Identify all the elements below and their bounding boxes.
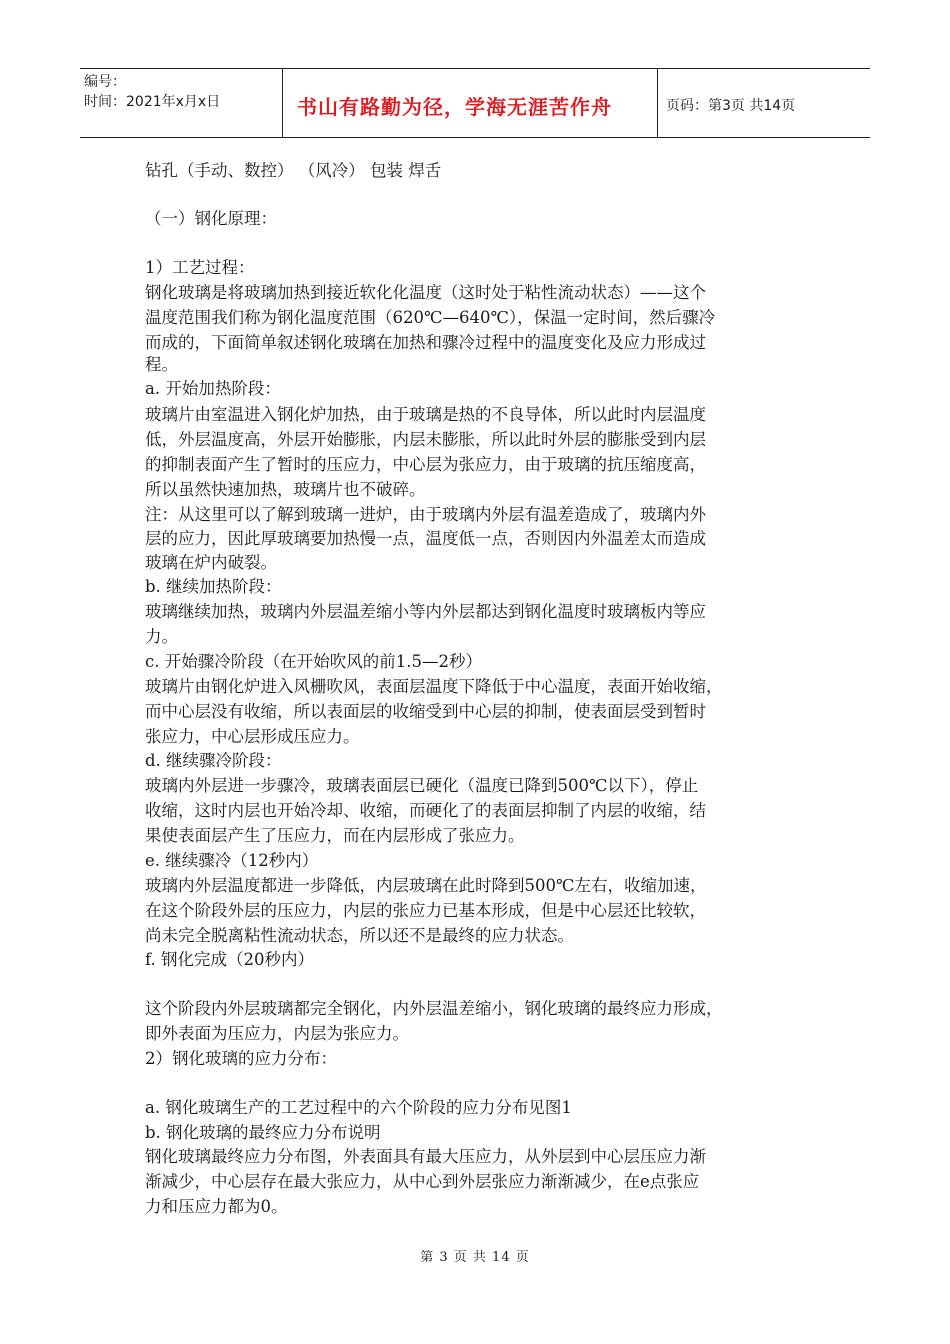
paragraph-line: 温度范围我们称为钢化温度范围（620℃—640℃），保温一定时间，然后骤冷 <box>145 308 716 327</box>
paragraph-line: 果使表面层产生了压应力，而在内层形成了张应力。 <box>145 826 525 845</box>
stage-heading: f. 钢化完成（20秒内） <box>145 950 315 969</box>
paragraph-line: 程。 <box>145 355 178 374</box>
paragraph-line: 在这个阶段外层的压应力，内层的张应力已基本形成，但是中心层还比较软， <box>145 901 706 920</box>
paragraph-line: 力和压应力都为0。 <box>145 1197 288 1216</box>
paragraph-line: 即外表面为压应力，内层为张应力。 <box>145 1024 409 1043</box>
paragraph-line: 收缩，这时内层也开始冷却、收缩，而硬化了的表面层抑制了内层的收缩，结 <box>145 801 706 820</box>
note-line: 注：从这里可以了解到玻璃一进炉，由于玻璃内外层有温差造成了，玻璃内外 <box>145 505 706 524</box>
paragraph-line: 所以虽然快速加热，玻璃片也不破碎。 <box>145 480 426 499</box>
motto-text: 书山有路勤为径，学海无涯苦作舟 <box>297 95 612 119</box>
list-line: b. 钢化玻璃的最终应力分布说明 <box>145 1123 381 1142</box>
header-page-cell <box>658 69 870 137</box>
page-footer: 第 3 页 共 14 页 <box>420 1250 530 1265</box>
paragraph-line: 而成的，下面简单叙述钢化玻璃在加热和骤冷过程中的温度变化及应力形成过 <box>145 333 706 352</box>
paragraph-line: 渐减少，中心层存在最大张应力，从中心到外层张应力渐渐减少，在e点张应 <box>145 1172 700 1191</box>
paragraph-line: 玻璃片由钢化炉进入风栅吹风，表面层温度下降低于中心温度，表面开始收缩， <box>145 677 723 696</box>
paragraph-line: 低，外层温度高，外层开始膨胀，内层未膨胀，所以此时外层的膨胀受到内层 <box>145 430 706 449</box>
paragraph-line: 力。 <box>145 627 178 646</box>
header-meta <box>80 69 283 137</box>
section-heading: （一）钢化原理： <box>145 209 277 228</box>
stage-heading: a. 开始加热阶段： <box>145 379 281 398</box>
paragraph-line: 玻璃继续加热，玻璃内外层温差缩小等内外层都达到钢化温度时玻璃板内等应 <box>145 602 706 621</box>
paragraph-line: 玻璃片由室温进入钢化炉加热，由于玻璃是热的不良导体，所以此时内层温度 <box>145 405 706 424</box>
paragraph-line: 尚未完全脱离粘性流动状态，所以还不是最终的应力状态。 <box>145 926 574 945</box>
subsection-heading: 1）工艺过程： <box>145 258 255 277</box>
stage-heading: d. 继续骤冷阶段： <box>145 751 282 770</box>
paragraph-line: 而中心层没有收缩，所以表面层的收缩受到中心层的抑制，使表面层受到暂时 <box>145 702 706 721</box>
note-line: 玻璃在炉内破裂。 <box>145 553 277 572</box>
paragraph-line: 钢化玻璃是将玻璃加热到接近软化化温度（这时处于粘性流动状态）——这个 <box>145 283 706 302</box>
paragraph-line: 的抑制表面产生了暂时的压应力，中心层为张应力，由于玻璃的抗压缩度高， <box>145 455 706 474</box>
paragraph-line: 玻璃内外层进一步骤冷，玻璃表面层已硬化（温度已降到500℃以下），停止 <box>145 776 699 795</box>
process-list-line: 钻孔（手动、数控） （风冷） 包装 焊舌 <box>145 161 442 180</box>
note-line: 层的应力，因此厚玻璃要加热慢一点，温度低一点，否则因内外温差太而造成 <box>145 529 706 548</box>
page-header <box>80 68 870 138</box>
paragraph-line: 这个阶段内外层玻璃都完全钢化，内外层温差缩小，钢化玻璃的最终应力形成， <box>145 999 723 1018</box>
doc-time-label: 时间：2021年x月x日 <box>84 94 221 110</box>
paragraph-line: 玻璃内外层温度都进一步降低，内层玻璃在此时降到500℃左右，收缩加速， <box>145 876 707 895</box>
paragraph-line: 张应力，中心层形成压应力。 <box>145 727 360 746</box>
header-motto-cell <box>283 69 658 137</box>
list-line: a. 钢化玻璃生产的工艺过程中的六个阶段的应力分布见图1 <box>145 1098 572 1117</box>
stage-heading: b. 继续加热阶段： <box>145 577 282 596</box>
paragraph-line: 钢化玻璃最终应力分布图，外表面具有最大压应力，从外层到中心层压应力渐 <box>145 1147 706 1166</box>
subsection-heading: 2）钢化玻璃的应力分布： <box>145 1049 337 1068</box>
stage-heading: c. 开始骤冷阶段（在开始吹风的前1.5—2秒） <box>145 652 482 671</box>
stage-heading: e. 继续骤冷（12秒内） <box>145 851 319 870</box>
doc-number-label: 编号： <box>84 74 126 90</box>
header-page-info: 页码：第3页 共14页 <box>666 98 796 114</box>
